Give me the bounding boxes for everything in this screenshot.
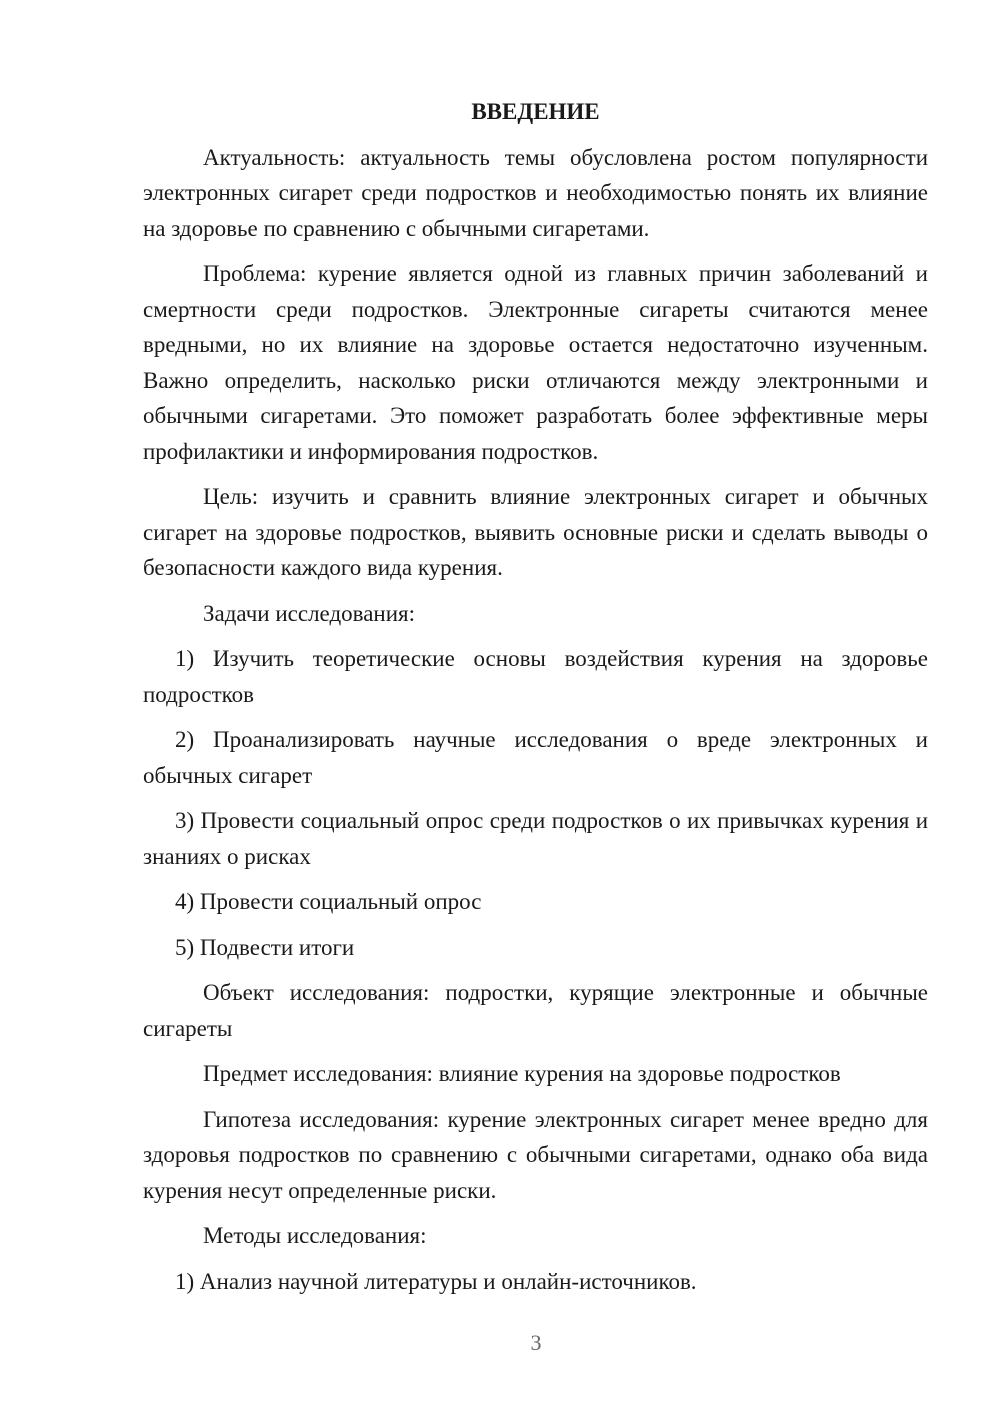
methods-heading: Методы исследования: <box>203 1223 427 1248</box>
hypothesis-paragraph: Гипотеза исследования: курение электронных сигарет менее вредно для здоровья подростков по сравнению с обычными сигаретами, однако оба вида курения несут определенные риски. <box>143 1106 928 1203</box>
task-item: 1) Изучить теоретические основы воздействия курения на здоровье подростков <box>143 646 928 707</box>
goal-paragraph: Цель: изучить и сравнить влияние электронных сигарет и обычных сигарет на здоровье подростков, выявить основные риски и сделать выводы о безопасности каждого вида курения. <box>143 484 928 580</box>
method-item: 1) Анализ научной литературы и онлайн-источников. <box>175 1268 697 1294</box>
subject-paragraph: Предмет исследования: влияние курения на здоровье подростков <box>203 1061 841 1086</box>
section-title: ВВЕДЕНИЕ <box>471 99 600 124</box>
tasks-heading: Задачи исследования: <box>203 600 416 626</box>
task-item: 3) Провести социальный опрос среди подростков о их привычках курения и знаниях о рисках <box>143 808 928 869</box>
object-paragraph: Объект исследования: подростки, курящие электронные и обычные сигареты <box>143 980 928 1041</box>
task-item: 2) Проанализировать научные исследования о вреде электронных и обычных сигарет <box>143 727 928 788</box>
document-page <box>143 94 928 1309</box>
relevance-paragraph: Актуальность: актуальность темы обусловлена ростом популярности электронных сигарет среди подростков и необходимостью понять их влияние на здоровье по сравнению с обычными сигаретами. <box>143 144 928 241</box>
task-item: 5) Подвести итоги <box>175 934 355 960</box>
problem-paragraph: Проблема: курение является одной из главных причин заболеваний и смертности среди подростков. Электронные сигареты считаются менее вредными, но их влияние на здоровье остается недостаточно изученным. Важно определить, насколько риски отличаются между электронными и обычными сигаретами. Это поможет разработать более эффективные меры профилактики и информирования подростков. <box>143 261 928 464</box>
page-number: 3 <box>530 1330 542 1355</box>
task-item: 4) Провести социальный опрос <box>175 889 482 914</box>
